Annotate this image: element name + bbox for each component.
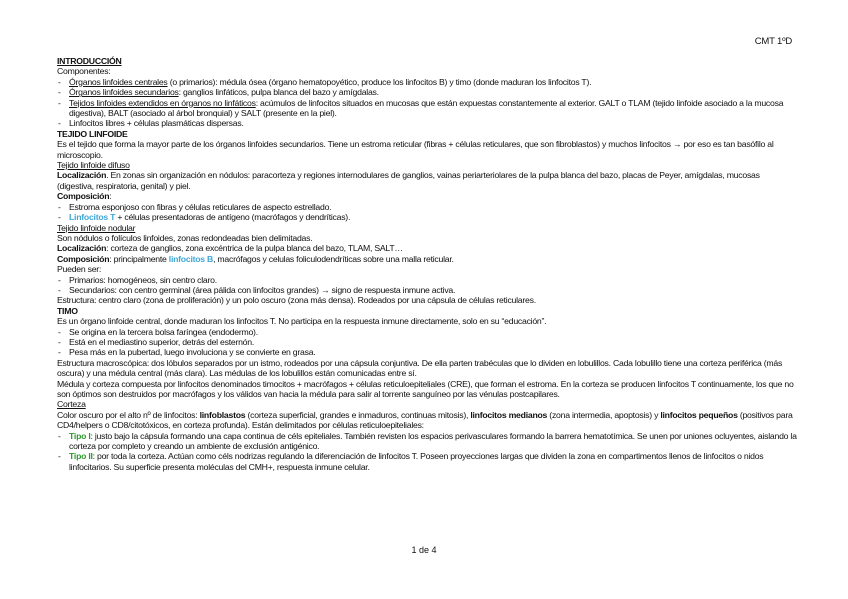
timo-facts-list: [57, 327, 797, 358]
document-content: [57, 56, 797, 472]
list-item: - Estroma esponjoso con fibras y células reticulares de aspecto estrellado.: [57, 202, 797, 212]
subsection-title-nodular: Tejido linfoide nodular: [57, 222, 136, 233]
nodular-structure: Estructura: centro claro (zona de proliferación) y un polo oscuro (zona más densa). Rodeados por una cápsula de células reticulares.: [57, 295, 536, 306]
corteza-description: Color oscuro por el alto nº de linfocitos: linfoblastos (corteza superficial, grandes e inmaduros, continuas mitosis), linfocitos medianos (zona intermedia, apoptosis) y linfocitos pequeños (positivos para CD4/helpers o CD8/citotóxicos, en corteza profunda). Están delimitados por células reticuloepiteliales:: [57, 409, 793, 431]
timo-macro-structure: Estructura macroscópica: dos lóbulos separados por un istmo, rodeados por una cápsula conjuntiva. De ella parten trabéculas que lo dividen en lobulillos. Cada lobulillo tiene una corteza periférica (más oscura) y una médula central (más clara). Las médulas de los lobulillos están comunicadas entre sí.: [57, 357, 783, 379]
timo-description: Es un órgano linfoide central, donde maduran los linfocitos T. No participa en la respuesta inmune directamente, solo en su “educación”.: [57, 316, 547, 327]
list-item: - Tejidos linfoides extendidos en órganos no linfáticos: acúmulos de linfocitos situados en mucosas que están expuestas constantemente al exterior. GALT o TLAM (tejido linfoide asociado a la mucosa digestiva), BALT (asociado al árbol bronquial) y SALT (presente en la piel).: [57, 98, 797, 119]
nodular-types-label: Pueden ser:: [57, 264, 102, 275]
difuso-composition-list: [57, 202, 797, 223]
subsection-title-corteza: Corteza: [57, 399, 86, 410]
list-item: - Secundarios: con centro germinal (área pálida con linfocitos grandes) → signo de respuesta inmune activa.: [57, 285, 797, 295]
corteza-cell-types-list: [57, 431, 797, 473]
nodular-composicion: Composición: principalmente linfocitos B, macrófagos y celulas foliculodendríticas sobre una malla reticular.: [57, 253, 454, 264]
list-item: - Está en el mediastino superior, detrás del esternón.: [57, 337, 797, 347]
tejido-description: Es el tejido que forma la mayor parte de los órganos linfoides secundarios. Tiene un estroma reticular (fibras + células reticulares, que son fibroblastos) y muchos linfocitos → por eso es tan basófilo al microscopio.: [57, 139, 774, 160]
difuso-localizacion: Localización. En zonas sin organización en nódulos: paracorteza y regiones internodulares de ganglios, vainas periarteriolares de la pulpa blanca del bazo, placas de Peyer, amígdalas, mucosas (digestiva, respiratoria, genital) y piel.: [57, 170, 760, 191]
difuso-composicion-label: Composición:: [57, 191, 112, 202]
header-course-code: CMT 1ºD: [754, 36, 792, 47]
list-item: - Se origina en la tercera bolsa faríngea (endodermo).: [57, 327, 797, 337]
nodular-description: Son nódulos o folículos linfoides, zonas redondeadas bien delimitadas.: [57, 232, 313, 243]
list-item: - Órganos linfoides centrales (o primarios): médula ósea (órgano hematopoyético, produce los linfocitos B) y timo (donde maduran los linfocitos T).: [57, 77, 797, 87]
section-title-timo: TIMO: [57, 305, 78, 316]
subsection-title-difuso: Tejido linfoide difuso: [57, 160, 130, 171]
page-number: 1 de 4: [411, 545, 437, 555]
list-item: - Órganos linfoides secundarios: ganglios linfáticos, pulpa blanca del bazo y amígdalas.: [57, 87, 797, 97]
components-label: Componentes:: [57, 66, 111, 77]
nodular-localizacion: Localización: corteza de ganglios, zona excéntrica de la pulpa blanca del bazo, TLAM, SALT…: [57, 243, 403, 254]
timo-medula-corteza: Médula y corteza compuesta por linfocitos denominados timocitos + macrófagos + células reticuloepiteliales (CRE), que forman el estroma. En la corteza se producen linfocitos T continuamente, los que no son óptimos son destruidos por macrófagos y los válidos van hacia la médula para salir al torrente sanguíneo por las vénulas postcapilares.: [57, 378, 794, 399]
section-title-tejido-linfoide: TEJIDO LINFOIDE: [57, 128, 128, 139]
list-item: - Linfocitos T + células presentadoras de antígeno (macrófagos y dendríticas).: [57, 212, 797, 222]
list-item: - Tipo I: justo bajo la cápsula formando una capa continua de céls epiteliales. También revisten los espacios perivasculares formando la barrera hematotímica. Se unen por uniones ocluyentes, aislando la corteza por completo y creando un ambiente de exclusión antigénico.: [57, 431, 797, 452]
list-item: - Pesa más en la pubertad, luego involuciona y se convierte en grasa.: [57, 347, 797, 357]
section-title-introduccion: INTRODUCCIÓN: [57, 56, 122, 66]
components-list: [57, 77, 797, 129]
list-item: - Tipo II: por toda la corteza. Actúan como céls nodrizas regulando la diferenciación de linfocitos T. Poseen proyecciones largas que dividen la zona en compartimentos llenos de linfocitos o nidos linfocitarios. Su superficie presenta moléculas del CMH+, respuesta inmune celular.: [57, 451, 797, 472]
list-item: - Primarios: homogéneos, sin centro claro.: [57, 275, 797, 285]
nodular-types-list: [57, 275, 797, 296]
list-item: - Linfocitos libres + células plasmáticas dispersas.: [57, 118, 797, 128]
